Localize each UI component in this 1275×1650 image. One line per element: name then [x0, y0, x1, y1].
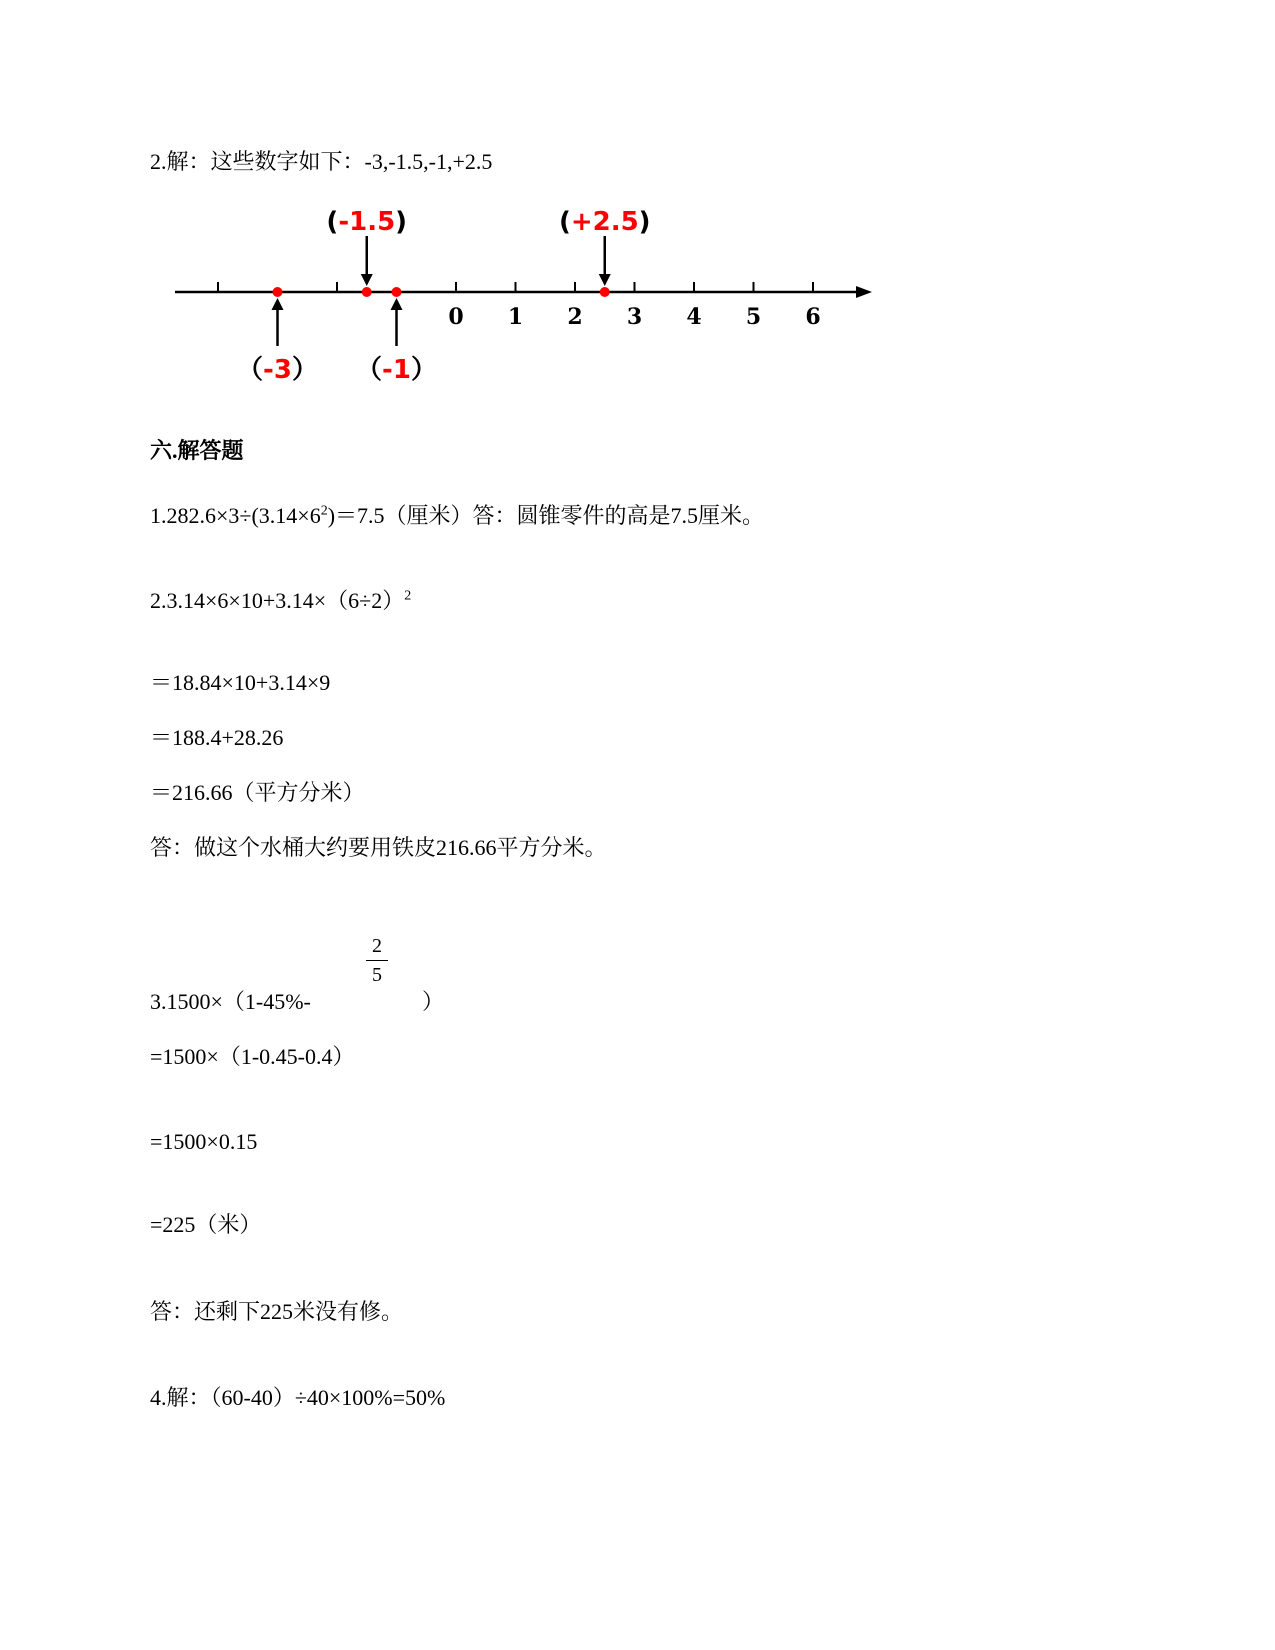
fraction-numerator: 2 [372, 935, 382, 957]
axis-arrowhead [856, 286, 872, 298]
fraction-denominator: 5 [372, 964, 382, 986]
up-arrow-head [272, 298, 284, 310]
q2-intro: 2.解：这些数字如下：-3,-1.5,-1,+2.5 [150, 149, 493, 174]
tick-label: 3 [626, 304, 643, 330]
p2-line-4: ＝216.66（平方分米） [150, 780, 365, 805]
tick-label: 0 [448, 304, 464, 330]
p1-superscript: 2 [320, 503, 328, 519]
p3-answer: 答：还剩下225米没有修。 [150, 1299, 404, 1324]
p1-before: 1.282.6×3÷(3.14×6 [150, 503, 321, 528]
fraction-bar [366, 960, 388, 961]
p1-after: )＝7.5（厘米）答：圆锥零件的高是7.5厘米。 [327, 503, 765, 528]
p3-line-3: =1500×0.15 [150, 1129, 258, 1154]
p4-line-1: 4.解：（60-40）÷40×100%=50% [150, 1385, 446, 1410]
p3-line-2: =1500×（1-0.45-0.4） [150, 1044, 355, 1069]
fraction-two-fifths [366, 934, 388, 987]
tick-label: 2 [567, 304, 583, 330]
point-label: （-1） [356, 355, 437, 385]
tick-label: 6 [805, 304, 821, 330]
p3-line-1-close-paren: ） [422, 989, 445, 1014]
p2-line-1 [150, 587, 411, 615]
number-line-figure [160, 200, 880, 390]
down-arrow-head [361, 274, 373, 286]
point-label: (+2.5) [558, 207, 651, 237]
p2-line-2: ＝18.84×10+3.14×9 [150, 670, 331, 695]
p2-line-3: ＝188.4+28.26 [150, 725, 284, 750]
point-label: (-1.5) [326, 207, 408, 237]
point-marker [600, 287, 610, 297]
point-marker [273, 287, 283, 297]
section-6-title: 六.解答题 [150, 438, 244, 463]
point-label: （-3） [237, 355, 318, 385]
point-marker [392, 287, 402, 297]
point-marker [362, 287, 372, 297]
p1-line [150, 502, 764, 530]
p2-line-1-text: 2.3.14×6×10+3.14×（6÷2） [150, 588, 405, 613]
tick-label: 4 [686, 304, 702, 330]
down-arrow-head [599, 274, 611, 286]
tick-label: 5 [745, 304, 762, 330]
up-arrow-head [391, 298, 403, 310]
tick-label: 1 [507, 304, 524, 330]
p2-line-1-superscript: 2 [404, 588, 412, 604]
p2-answer: 答：做这个水桶大约要用铁皮216.66平方分米。 [150, 835, 607, 860]
p3-line-1: 3.1500×（1-45%- [150, 989, 311, 1014]
p3-line-4: =225（米） [150, 1212, 262, 1237]
